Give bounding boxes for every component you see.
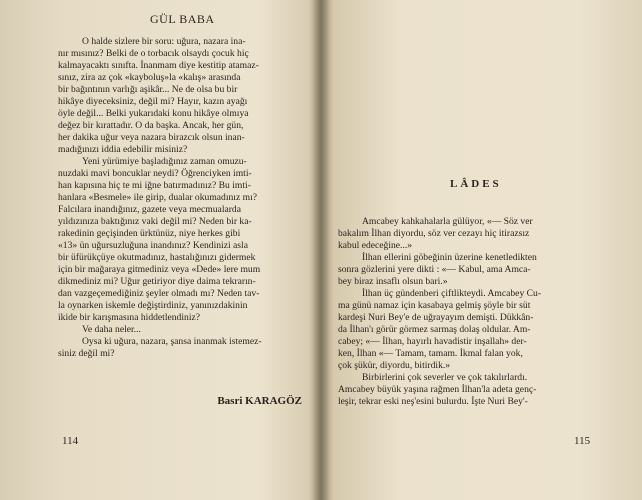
text-line: Yeni yürümiye başladığınız zaman omuzu-: [82, 156, 247, 167]
text-line: bir bağıntının varlığı aşikâr... Ne de olsa bu bir: [58, 84, 238, 95]
text-line: hikâye diyeceksiniz, değil mi? Hayır, kazın ayağı: [58, 96, 248, 107]
text-line: kalmayacaktı sınıfta. İnanmam diye kestitip atamaz-: [58, 60, 259, 71]
text-line: leşir, tekrar eski neş'esini bulurdu. İşte Nuri Bey'-: [338, 396, 528, 407]
text-line: hanlara «Besmele» ile girip, dualar okumadınız mı?: [58, 192, 258, 203]
text-line: dikmediniz mi? Uğur getiriyor diye daima tekrarın-: [58, 276, 256, 287]
running-head: GÜL BABA: [150, 12, 215, 26]
text-line: kardeşi Nuri Bey'e de uğrayayım demişti. Dükkân-: [338, 312, 534, 323]
text-line: sonra gözlerini yere dikti : «— Kabul, ama Amca-: [338, 264, 531, 275]
text-line: cabey; «— İlhan, hayırlı havadistir inşallah» der-: [338, 336, 527, 347]
text-line: İlhan ellerini göbeğinin üzerine kenetledikten: [362, 252, 537, 263]
book-gutter: [312, 0, 330, 500]
text-line: han kapısına hiç te mi iğne batırmadınız? Bu imti-: [58, 180, 251, 191]
text-line: Oysa ki uğura, nazara, şansa inanmak istemez-: [82, 336, 262, 347]
text-line: Amcabey kahkahalarla gülüyor, «— Söz ver: [362, 216, 533, 227]
text-line: la oynarken iskemle değiştirdiniz, yanınızdakinin: [58, 300, 248, 311]
text-line: ikide bir karışmasına hiddetlendiniz?: [58, 312, 200, 323]
text-line: için bir mağaraya gitmediniz veya «Dede» lere mum: [58, 264, 261, 275]
text-line: ma günü namaz için kasabaya gelmiş şöyle bir süt: [338, 300, 531, 311]
text-line: öyle değil... Belki yukarıdaki konu hikâye olmıya: [58, 108, 249, 119]
page-number: 115: [574, 435, 591, 447]
text-line: çok şükür, diyordu, bitirdik.»: [338, 360, 451, 371]
text-line: «13» ün uğursuzluğuna inandınız? Kendinizi asla: [58, 240, 248, 251]
text-line: Amcabey büyük yaşına rağmen İlhan'la adeta genç-: [338, 384, 537, 395]
text-line: bakalım İlhan diyordu, söz ver cezayı hiç itirazsız: [338, 228, 530, 239]
text-line: O halde sizlere bir soru: uğura, nazara ina-: [82, 36, 246, 47]
text-line: sınız, zira az çok «kayboluş»la «kalış» arasında: [58, 72, 241, 83]
text-line: Falcılara inandığınız, gazete veya mecmualarda: [58, 204, 241, 215]
text-line: her dakika uğur veya nazara birazcık olsun inan-: [58, 132, 245, 143]
text-line: bir üfürükçüye okutmadınız, hastalığınızı gidermek: [58, 252, 256, 263]
text-line: nuzdaki mavi boncuklar neydi? Öğrenciyken imti-: [58, 168, 252, 179]
text-line: Birbirlerini çok severler ve çok takılırlardı.: [362, 372, 528, 383]
text-line: nır mısınız? Belki de o torbacık olsaydı çocuk hiç: [58, 48, 249, 59]
text-line: İlhan üç gündenberi çiftlikteydi. Amcabey Cu-: [362, 288, 542, 299]
text-line: siniz değil mi?: [58, 348, 115, 359]
text-line: dan vazgeçemediğiniz şeyler olmadı mı? Neden tav-: [58, 288, 260, 299]
text-line: ken, İlhan «— Tamam, tamam. İkmal falan yok,: [338, 348, 523, 359]
text-line: madığınızı iddia edebilir misiniz?: [58, 144, 188, 155]
text-line: da İlhan'ı görür görmez sarmaş dolaş oldular. Am-: [338, 324, 531, 335]
chapter-title: LÂDES: [450, 178, 502, 190]
text-line: rakedinin geçişinden ürktünüz, niye herkes gibi: [58, 228, 241, 239]
text-line: yıldızınıza baktığınız vaki değil mi? Neden bir ka-: [58, 216, 252, 227]
text-line: Ve daha neler...: [82, 324, 141, 335]
page-number: 114: [62, 435, 79, 447]
text-line: kabul edeceğine...»: [338, 240, 413, 251]
author-signature: Basri KARAGÖZ: [217, 395, 302, 407]
text-line: bey biraz insaflı olsun bari.»: [338, 276, 448, 287]
text-line: değez bir kırattadır. O da başka. Ancak, her gün,: [58, 120, 244, 131]
